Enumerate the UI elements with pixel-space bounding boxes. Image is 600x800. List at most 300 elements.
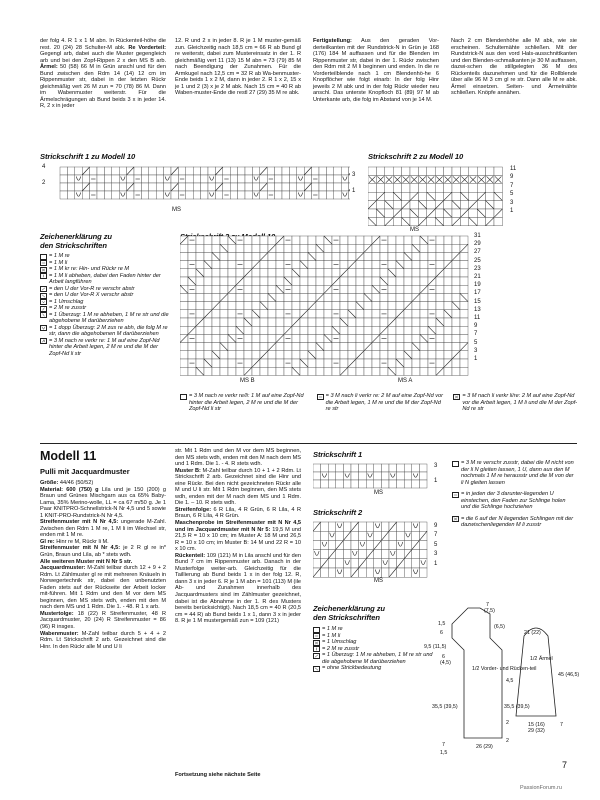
chart-cell [244, 293, 252, 301]
row-number: 9 [474, 323, 478, 330]
chart-cell [289, 191, 296, 199]
paragraph: 50 (58) 66 M in Grün anschl und für den Bund zwischen den Rdm 14 (14) 12 cm im Rippenmuster str, dabei in der letzten Rückr gleichmäßig vert 26 M zun = 70 (78) 86 M. Dann im Wabenmuster weiterstr. Für die Ärmelschrägungen ab Bund beids 3 x in jeder 14. R, 2 x in jeder [40, 64, 166, 110]
legend-10-bottom [180, 393, 580, 413]
chart-cell [300, 302, 308, 310]
chart-cell [402, 209, 410, 217]
chart-cell [436, 244, 444, 252]
chart-cell [201, 167, 208, 175]
chart-cell [372, 302, 380, 310]
chart-cell [364, 277, 372, 285]
chart-3-row-labels [474, 232, 481, 363]
chart-cell [204, 351, 212, 359]
chart-cell [60, 191, 67, 199]
chart-cell [444, 236, 452, 244]
chart-cell [289, 183, 296, 191]
chart-cell [141, 183, 148, 191]
chart-cell [460, 359, 468, 367]
chart-cell [460, 269, 468, 277]
chart-cell [341, 183, 348, 191]
chart-cell [418, 192, 426, 200]
chart-cell [444, 184, 452, 192]
chart-cell [404, 318, 412, 326]
paragraph-text: 6 R Lila, 4 R Grün, 6 R Lila, 4 R Braun, 6 R Lila, 4 R Grün. [175, 506, 301, 520]
chart-cell [112, 191, 119, 199]
chart-cell [321, 480, 329, 488]
chart-cell [82, 191, 89, 199]
row-number: 5 [510, 191, 514, 198]
chart-cell [366, 540, 374, 549]
chart-cell [404, 293, 412, 301]
chart-cell [236, 318, 244, 326]
knit-symbol-icon [452, 516, 459, 522]
legend-item-text: = in jeden der 3 darunter-liegenden U einstechen, den Faden zur Schlinge holen und die Schlinge hochziehen [461, 491, 566, 510]
chart-cell [60, 175, 67, 183]
chart-cell [321, 540, 329, 549]
chart-cell [460, 351, 468, 359]
chart-cell [228, 244, 236, 252]
chart-cell [444, 343, 452, 351]
chart-cell [220, 359, 228, 367]
chart-cell [90, 167, 97, 175]
chart-cell [276, 343, 284, 351]
chart-cell [356, 244, 364, 252]
chart-cell [340, 359, 348, 367]
chart-cell [420, 293, 428, 301]
schem-label: 7 [486, 602, 489, 608]
chart-cell [328, 522, 336, 531]
chart-cell [364, 334, 372, 342]
paragraph-heading: Streifenmuster mit N Nr 4,5: [40, 519, 119, 526]
chart-cell [349, 191, 350, 199]
chart-cell [494, 167, 502, 175]
chart-cell [372, 261, 380, 269]
chart-cell [404, 559, 412, 568]
chart-cell [193, 167, 200, 175]
chart-cell [397, 540, 405, 549]
chart-cell [444, 351, 452, 359]
chart-cell [366, 480, 374, 488]
chart-cell [97, 167, 104, 175]
chart-cell [60, 183, 67, 191]
row-number: 3 [474, 347, 478, 354]
chart-cell [313, 559, 321, 568]
chart-cell [452, 326, 460, 334]
text-col-3 [313, 38, 439, 103]
chart-cell [260, 359, 268, 367]
chart-cell [412, 472, 420, 480]
chart-cell [316, 236, 324, 244]
legend-item-text: = 2 M re zusstr [322, 645, 360, 652]
legend-item-text: = 2 M re zusstr [49, 305, 87, 311]
chart-cell [351, 550, 359, 559]
paragraph-heading: Maschenprobe im Streifenmuster mit N Nr 4,5 und im Jacquardmuster mit N Nr 5: [175, 520, 301, 533]
chart-cell [220, 334, 228, 342]
schem-label: 6 [440, 630, 443, 636]
chart-cell [292, 326, 300, 334]
row-number: 31 [474, 233, 481, 239]
row-number: 9 [510, 174, 514, 181]
chart-cell [364, 359, 372, 367]
chart-cell [381, 480, 389, 488]
legend-item [452, 491, 576, 511]
paragraph-text: str. Mit 1 Rdm und den M vor dem MS beginnen, den MS stets wdh, enden mit den M nach dem MS und 1 Rdm. Die 1. - 4. R stets wdh. [175, 448, 301, 468]
chart-cell [238, 167, 245, 175]
chart-cell [245, 191, 252, 199]
chart-cell [164, 191, 171, 199]
chart-cell [412, 559, 420, 568]
chart-cell [412, 252, 420, 260]
chart-cell [419, 559, 427, 568]
chart-cell [376, 201, 384, 209]
chart-cell [381, 464, 389, 472]
chart-cell [324, 318, 332, 326]
knit-symbol-icon [313, 646, 320, 652]
chart-cell [444, 269, 452, 277]
row-number: 11 [510, 166, 517, 172]
chart-cell [419, 522, 427, 531]
chart-cell [260, 236, 268, 244]
legend-item-text: = den U der Vor-R re verschr abstr [49, 285, 135, 292]
chart-cell [436, 310, 444, 318]
paragraph [40, 611, 166, 631]
legend-item-text: = ohne Strickbedeutung [322, 665, 382, 671]
knit-symbol-icon [40, 286, 47, 292]
chart-cell [404, 269, 412, 277]
chart-cell [268, 367, 276, 375]
chart-cell [332, 367, 340, 375]
legend-item-text: = die 6 auf der N liegenden Schlingen mit der dazwischenliegenden M li zusstr [461, 515, 574, 528]
chart-cell [292, 277, 300, 285]
chart-cell [380, 252, 388, 260]
chart-cell [336, 559, 344, 568]
chart-cell [228, 318, 236, 326]
chart-cell [328, 531, 336, 540]
chart-cell [389, 472, 397, 480]
chart-cell [212, 326, 220, 334]
chart-cell [340, 334, 348, 342]
legend-item [452, 516, 576, 529]
chart-cell [186, 167, 193, 175]
chart-cell [469, 209, 477, 217]
chart-cell [260, 269, 268, 277]
chart-cell [313, 550, 321, 559]
chart-cell [180, 293, 188, 301]
knit-symbol-icon [40, 273, 47, 279]
chart-cell [276, 310, 284, 318]
chart-cell [374, 522, 382, 531]
chart-cell [404, 367, 412, 375]
chart-cell [260, 326, 268, 334]
chart-cell [276, 261, 284, 269]
row-number: 23 [474, 265, 481, 272]
chart-cell [196, 236, 204, 244]
knit-symbol-icon [452, 461, 459, 467]
chart-cell [412, 550, 420, 559]
chart-cell [284, 244, 292, 252]
knit-symbol-icon [313, 653, 320, 659]
chart-cell [276, 359, 284, 367]
chart-cell [275, 191, 282, 199]
chart-cell [252, 326, 260, 334]
chart-cell [284, 343, 292, 351]
chart-cell [436, 277, 444, 285]
chart-cell [372, 318, 380, 326]
chart-cell [359, 540, 367, 549]
chart-cell [313, 480, 321, 488]
chart-cell [268, 310, 276, 318]
legend-item-text: = 1 M li abheben, dabei den Faden hinter der Arbeit langführen [49, 272, 161, 285]
chart-cell [340, 285, 348, 293]
chart-cell [188, 351, 196, 359]
chart-cell [188, 269, 196, 277]
chart-cell [336, 550, 344, 559]
chart-cell [313, 531, 321, 540]
paragraph-heading: Wabenmuster: [40, 630, 79, 637]
chart-cell [404, 464, 412, 472]
chart-cell [297, 175, 304, 183]
chart-cell [244, 302, 252, 310]
chart-cell [427, 201, 435, 209]
chart-cell [282, 167, 289, 175]
legend-item-text: = 1 dopp Überzug: 2 M zus re abh, die folg M re str, dann die abgehobenen M darüberziehen [49, 324, 168, 337]
chart-cell [220, 261, 228, 269]
chart-cell [282, 175, 289, 183]
chart-cell [452, 167, 460, 175]
chart-cell [316, 334, 324, 342]
chart-cell [334, 183, 341, 191]
chart-cell [188, 367, 196, 375]
chart-cell [230, 191, 237, 199]
chart-cell [236, 244, 244, 252]
chart-cell [364, 302, 372, 310]
chart-cell [356, 310, 364, 318]
chart-cell [312, 167, 319, 175]
chart-cell [244, 334, 252, 342]
chart-cell [260, 175, 267, 183]
chart-cell [230, 183, 237, 191]
chart-cell [196, 293, 204, 301]
chart-cell [308, 236, 316, 244]
chart-cell [75, 175, 82, 183]
chart-cell [193, 183, 200, 191]
chart-cell [289, 175, 296, 183]
chart-cell [204, 236, 212, 244]
chart-cell [460, 334, 468, 342]
chart-cell [245, 167, 252, 175]
chart-cell [452, 261, 460, 269]
legend-item-text: = 3 M nach li verkr re: 2 M auf eine Zopf-Nd vor die Arbeit legen, 1 M re und die M der Zopf-Nd re str [325, 393, 444, 412]
chart-cell [292, 334, 300, 342]
chart-cell [180, 302, 188, 310]
chart-cell [372, 252, 380, 260]
chart-cell [204, 285, 212, 293]
chart-cell [180, 351, 188, 359]
chart-cell [388, 285, 396, 293]
chart-cell [267, 167, 274, 175]
chart-cell [396, 244, 404, 252]
chart-cell [396, 236, 404, 244]
chart-cell [196, 351, 204, 359]
chart-cell [326, 183, 333, 191]
chart-cell [486, 209, 494, 217]
chart-cell [341, 167, 348, 175]
chart-cell [420, 359, 428, 367]
chart-cell [393, 167, 401, 175]
chart-cell [208, 191, 215, 199]
chart-cell [340, 261, 348, 269]
knit-symbol-icon [313, 666, 320, 672]
chart-cell [372, 310, 380, 318]
chart-cell [97, 183, 104, 191]
chart-cell [380, 367, 388, 375]
chart-cell [389, 531, 397, 540]
chart-cell [328, 540, 336, 549]
subheading-right-front: Re Vorderteil: [128, 44, 166, 51]
chart-cell [212, 318, 220, 326]
chart-cell [340, 326, 348, 334]
chart-cell [356, 359, 364, 367]
chart-cell [244, 277, 252, 285]
paragraph [175, 468, 301, 507]
row-number: 5 [474, 339, 478, 346]
chart-cell [397, 568, 405, 577]
chart-cell [236, 269, 244, 277]
chart-cell [452, 343, 460, 351]
chart-cell [420, 302, 428, 310]
chart-cell [435, 192, 443, 200]
chart-cell [396, 343, 404, 351]
row-number: 1 [510, 208, 514, 215]
chart-cell [260, 191, 267, 199]
chart-cell [460, 261, 468, 269]
knit-symbol-icon [313, 627, 320, 633]
chart-cell [420, 367, 428, 375]
chart-cell [460, 236, 468, 244]
chart-cell [204, 277, 212, 285]
chart-cell [252, 343, 260, 351]
chart-cell [436, 236, 444, 244]
chart-cell [393, 217, 401, 225]
chart-cell [385, 184, 393, 192]
chart-cell [388, 244, 396, 252]
chart-cell [334, 175, 341, 183]
chart-cell [356, 367, 364, 375]
chart-cell [104, 167, 111, 175]
legend-item [452, 460, 576, 486]
chart-cell [404, 236, 412, 244]
chart-cell [276, 302, 284, 310]
chart-cell [444, 277, 452, 285]
legend-item [40, 273, 172, 286]
row-number: 15 [474, 298, 481, 305]
chart-cell [284, 367, 292, 375]
chart-cell [220, 367, 228, 375]
chart-cell [252, 183, 259, 191]
chart-cell [396, 269, 404, 277]
chart-cell [228, 252, 236, 260]
paragraph [175, 448, 301, 468]
chart-cell [428, 367, 436, 375]
chart-cell [289, 167, 296, 175]
chart-cell [452, 334, 460, 342]
chart-cell [276, 293, 284, 301]
schem-label: 1/2 Vorder- und Rücken-teil [472, 666, 537, 672]
chart-1-row-label: 4 [42, 164, 46, 170]
chart-cell [374, 472, 382, 480]
chart-cell [343, 464, 351, 472]
chart-cell [319, 167, 326, 175]
chart-cell [412, 531, 420, 540]
chart-cell [334, 191, 341, 199]
chart-cell [171, 175, 178, 183]
paragraph-heading: Gl re: [40, 538, 55, 545]
chart-cell [348, 351, 356, 359]
knit-symbol-icon [452, 492, 459, 498]
divider [40, 443, 577, 444]
knit-symbol-icon [40, 299, 47, 305]
chart-cell [410, 184, 418, 192]
chart-cell [348, 334, 356, 342]
chart-cell [452, 310, 460, 318]
chart-cell [436, 359, 444, 367]
chart-cell [418, 184, 426, 192]
chart-cell [252, 175, 259, 183]
legend-item [40, 312, 172, 325]
chart-cell [374, 464, 382, 472]
chart-cell [412, 269, 420, 277]
chart-cell [324, 359, 332, 367]
chart-cell [486, 167, 494, 175]
chart-cell [212, 277, 220, 285]
chart-cell [204, 269, 212, 277]
subheading-finishing: Fertigstellung: [313, 38, 352, 44]
chart-cell [328, 480, 336, 488]
chart-cell [104, 183, 111, 191]
m11-chart-2-ms: MS [374, 578, 383, 584]
chart-cell [412, 302, 420, 310]
chart-cell [388, 236, 396, 244]
chart-cell [134, 167, 141, 175]
chart-cell [374, 559, 382, 568]
paragraph-heading: Mustertolge: [40, 610, 74, 617]
chart-cell [156, 167, 163, 175]
chart-cell [300, 269, 308, 277]
chart-cell [332, 269, 340, 277]
legend-item [317, 393, 444, 413]
chart-cell [356, 343, 364, 351]
knit-symbol-icon [40, 312, 47, 318]
chart-cell [436, 293, 444, 301]
knit-symbol-icon [40, 338, 47, 344]
legend-item-text: = 1 Überzug: 1 M re abheben, 1 M re str und die abgehobene M darüberziehen [322, 652, 433, 665]
chart-cell [321, 531, 329, 540]
knit-symbol-icon [40, 254, 47, 260]
schem-label: (6,5) [494, 624, 505, 630]
chart-cell [228, 367, 236, 375]
chart-cell [244, 261, 252, 269]
chart-cell [385, 167, 393, 175]
chart-cell [368, 167, 376, 175]
chart-cell [308, 285, 316, 293]
chart-2-ms-label: MS [410, 227, 419, 233]
chart-cell [444, 334, 452, 342]
chart-cell [208, 167, 215, 175]
chart-cell [212, 367, 220, 375]
row-number: 13 [474, 306, 481, 313]
chart-cell [388, 261, 396, 269]
paragraph-heading: Material: 600 (750) g [40, 486, 99, 493]
chart-cell [364, 318, 372, 326]
